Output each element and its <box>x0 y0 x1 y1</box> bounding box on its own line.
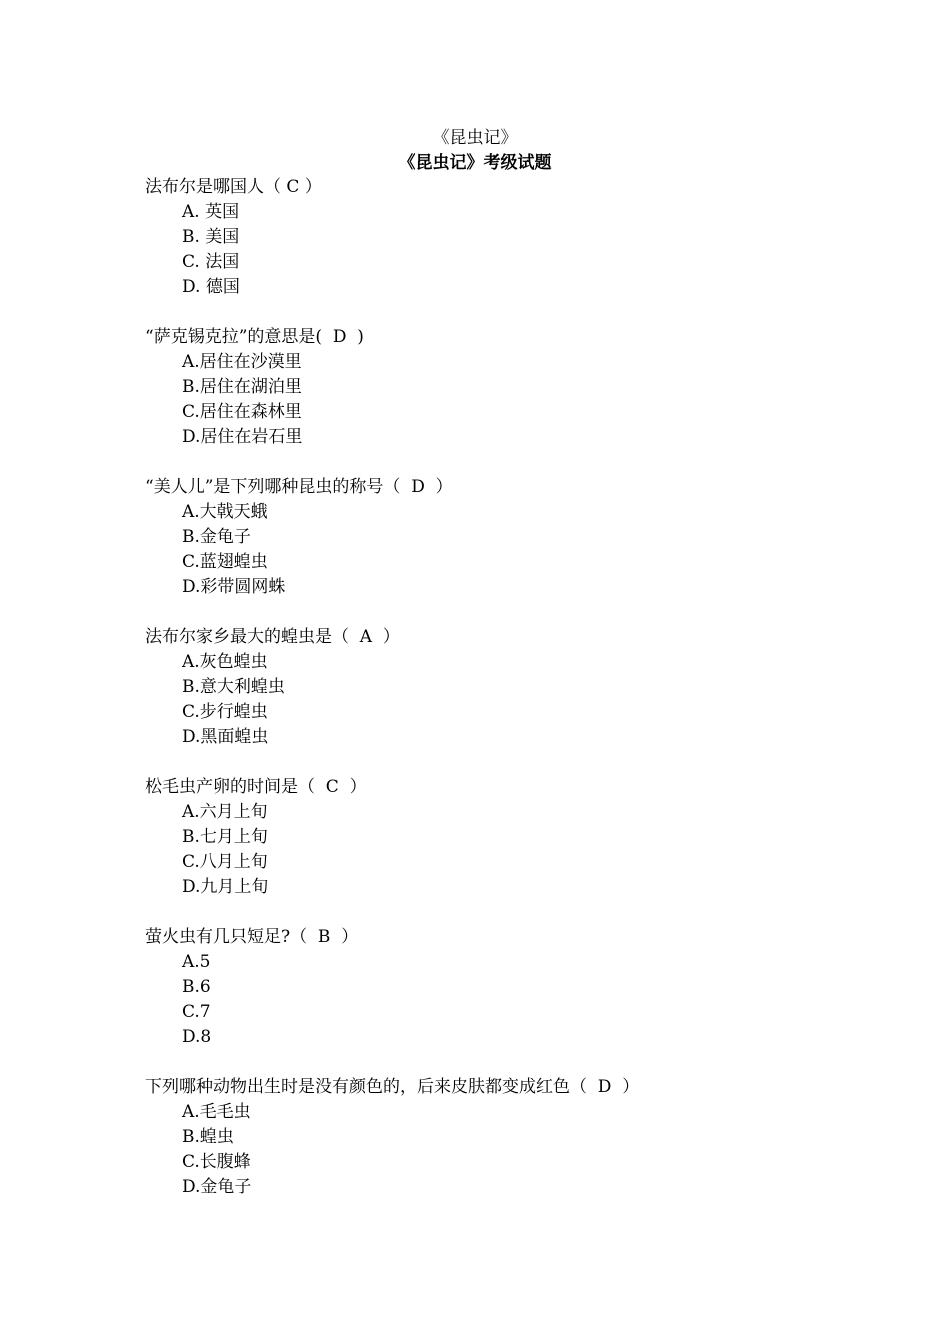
option-b: B.居住在湖泊里 <box>182 377 302 397</box>
option-c: C.八月上旬 <box>182 852 268 872</box>
option-d: D.8 <box>182 1027 212 1047</box>
question-3 <box>145 475 845 600</box>
option-a: A.大戟天蛾 <box>182 502 268 522</box>
question-text: 法布尔是哪国人（ C ） <box>145 177 322 197</box>
option-b: B. 美国 <box>182 227 240 247</box>
document-title: 《昆虫记》 <box>432 128 518 148</box>
option-c: C.长腹蜂 <box>182 1152 251 1172</box>
option-b: B.意大利蝗虫 <box>182 677 285 697</box>
option-d: D.彩带圆网蛛 <box>182 577 286 597</box>
option-d: D.九月上旬 <box>182 877 269 897</box>
question-1 <box>145 175 845 300</box>
question-text: “美人儿”是下列哪种昆虫的称号（ D ） <box>145 477 453 497</box>
question-text: 松毛虫产卵的时间是（ C ） <box>145 777 367 797</box>
option-b: B.蝗虫 <box>182 1127 234 1147</box>
question-text: “萨克锡克拉”的意思是( D ) <box>145 327 364 347</box>
option-a: A.灰色蝗虫 <box>182 652 268 672</box>
question-text: 下列哪种动物出生时是没有颜色的，后来皮肤都变成红色（ D ） <box>145 1077 640 1097</box>
option-b: B.七月上旬 <box>182 827 268 847</box>
question-6 <box>145 925 845 1050</box>
option-a: A.六月上旬 <box>182 802 268 822</box>
question-text: 萤火虫有几只短足?（ B ） <box>145 927 359 947</box>
option-c: C.7 <box>182 1002 211 1022</box>
question-list <box>145 175 845 1225</box>
option-d: D.黑面蝗虫 <box>182 727 269 747</box>
option-b: B.6 <box>182 977 211 997</box>
option-c: C. 法国 <box>182 252 240 272</box>
option-c: C.居住在森林里 <box>182 402 302 422</box>
option-d: D.居住在岩石里 <box>182 427 303 447</box>
option-a: A.居住在沙漠里 <box>182 352 302 372</box>
question-text: 法布尔家乡最大的蝗虫是（ A ） <box>145 627 400 647</box>
option-b: B.金龟子 <box>182 527 251 547</box>
option-d: D.金龟子 <box>182 1177 252 1197</box>
question-7 <box>145 1075 845 1200</box>
question-4 <box>145 625 845 750</box>
document-subtitle: 《昆虫记》考级试题 <box>398 153 552 173</box>
option-a: A.5 <box>182 952 211 972</box>
option-a: A.毛毛虫 <box>182 1102 251 1122</box>
question-2 <box>145 325 845 450</box>
option-d: D. 德国 <box>182 277 240 297</box>
option-c: C.蓝翅蝗虫 <box>182 552 268 572</box>
option-c: C.步行蝗虫 <box>182 702 268 722</box>
option-a: A. 英国 <box>182 202 240 222</box>
question-5 <box>145 775 845 900</box>
